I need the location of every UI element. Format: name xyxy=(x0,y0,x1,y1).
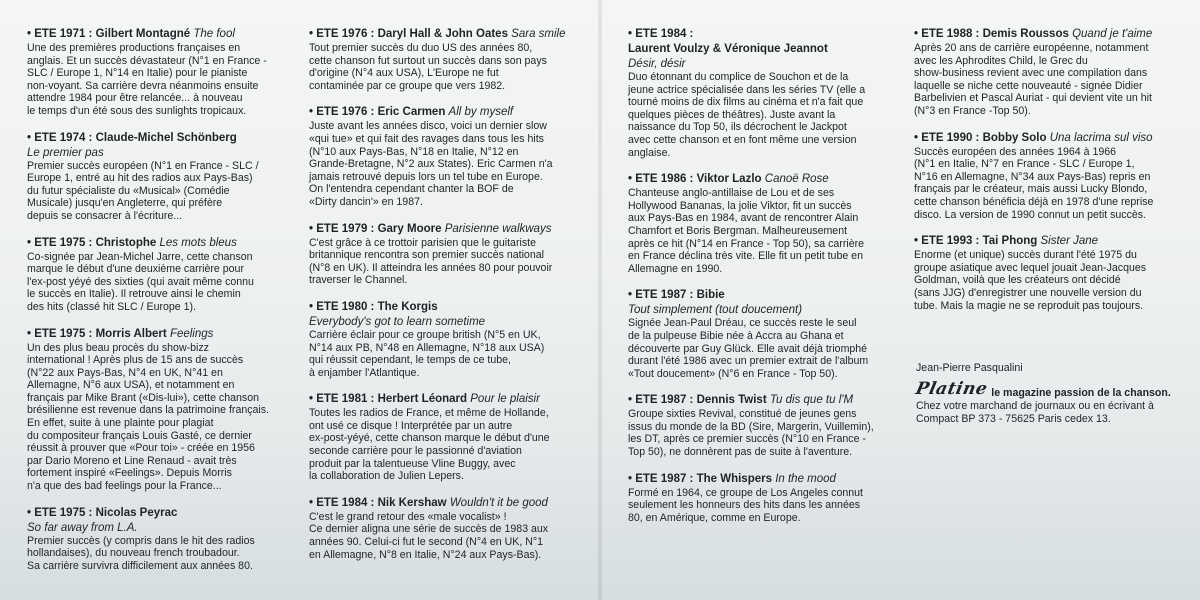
song-entry xyxy=(309,300,591,379)
song-entry xyxy=(914,131,1192,222)
entry-heading xyxy=(914,27,1192,42)
song-title: Everybody's got to learn sometime xyxy=(309,315,486,328)
entry-text: Juste avant les années disco, voici un dernier slow «qui tue» et qui fait des ravages dans tous les hits (N°10 aux Pays-Bas, N°18 en Italie, N°12 en Grande-Bretagne, N°2 aux States). Eric Carmen n'a jamais retrouvé depuis lors un tel tube en Europe. On l'entendra cependant chanter la BOF de «Dirty dancin'» en 1987. xyxy=(309,120,553,208)
entry-text: Une des premières productions françaises en anglais. Et un succès dévastateur (N°1 en France - SLC / Europe 1, N°14 en Italie) pour le pianiste non-voyant. Sa carrière devra néanmoins ensuite attendre 1984 pour être relancée... à nouveau le temps d'un été sous des sunlights tropicaux. xyxy=(27,42,267,117)
entry-text: Chanteuse anglo-antillaise de Lou et de ses Hollywood Bananas, la jolie Viktor, fit un succès aux Pays-Bas en 1984, avant de rencontrer Alain Chamfort et Boris Bergman. Malheureusement après ce hit (N°14 en France - Top 50), sa carrière en France déclina très vite. Elle fit un petit tube en Allemagne en 1990. xyxy=(628,187,865,275)
song-title: Les mots bleus xyxy=(159,236,237,249)
entry-heading xyxy=(309,27,591,42)
entry-year-artist: • ETE 1975 : Christophe xyxy=(27,236,157,249)
entry-year-artist: • ETE 1984 : xyxy=(628,28,694,40)
entry-text: Formé en 1964, ce groupe de Los Angeles connut seulement les honneurs des hits dans les années 80, en Amérique, comme en Europe. xyxy=(628,486,863,524)
entry-heading xyxy=(628,393,900,408)
song-title: Canoë Rose xyxy=(764,173,829,186)
entry-text: Succès européen des années 1964 à 1966 (N°1 en Italie, N°7 en France - SLC / Europe 1, N°16 en Allemagne, N°34 aux Pays-Bas) repris en français par le créateur, mais aussi Lucky Blondo, cette chanson bénéficia déjà en 1978 d'une reprise disco. La version de 1990 connut un petit succès. xyxy=(914,145,1154,221)
entry-year-artist: • ETE 1975 : Morris Albert xyxy=(27,327,167,340)
song-title: Le premier pas xyxy=(27,146,104,159)
song-title: Tu dis que tu l'M xyxy=(769,394,854,407)
entry-heading xyxy=(309,300,591,315)
entry-text: Groupe sixties Revival, constitué de jeunes gens issus du monde de la BD (Sire, Margerin, Vuillemin), les DT, après ce premier succès (N°10 en France - Top 50), ne donnèrent pas de suite à l'aventure. xyxy=(628,408,874,459)
song-title: Sister Jane xyxy=(1040,235,1099,248)
song-entry xyxy=(628,472,900,525)
entry-text: Un des plus beau procès du show-bizz international ! Après plus de 15 ans de succès (N°22 aux Pays-Bas, N°4 en UK, N°41 en Allemagne, N°6 aux USA), et notamment en français par Mike Brant («Dis-lui»), cette chanson brésilienne est revenue dans la patrimoine français. En effet, suite à une plainte pour plagiat du compositeur français Louis Gasté, ce dernier réussit à prouver que «Pour toi» - créée en 1956 par Dario Moreno et Line Renaud - avait très fortement inspiré «Feelings». Depuis Morris n'a que des bad feelings pour la France... xyxy=(27,341,270,493)
song-title: All by myself xyxy=(448,106,514,119)
song-entry xyxy=(309,496,591,561)
entry-year-artist: • ETE 1981 : Herbert Léonard xyxy=(309,393,468,406)
song-title: So far away from L.A. xyxy=(27,521,138,534)
song-entry xyxy=(628,288,900,380)
entry-text: Co-signée par Jean-Michel Jarre, cette chanson marque le début d'une deuxième carrière pour l'ex-post yéyé des sixties (qui avait même connu le succès en Italie). Il retrouve ainsi le chemin des hits (classé hit SLC / Europe 1). xyxy=(27,250,254,313)
entry-heading xyxy=(628,472,900,487)
entry-year-artist: • ETE 1988 : Demis Roussos xyxy=(914,28,1069,40)
entry-year-artist: • ETE 1984 : Nik Kershaw xyxy=(309,496,447,509)
song-title: Una lacrima sul viso xyxy=(1049,131,1153,144)
entry-heading xyxy=(27,506,299,521)
entry-heading xyxy=(914,131,1192,146)
entry-artist: Laurent Voulzy & Véronique Jeannot xyxy=(628,43,828,55)
author-name: Jean-Pierre Pasqualini xyxy=(916,362,1023,374)
entry-year-artist: • ETE 1987 : Bibie xyxy=(628,289,725,302)
song-entry xyxy=(628,172,900,275)
entry-text: C'est le grand retour des «male vocalist» ! Ce dernier aligna une série de succès de 1983 aux années 90. Celui-ci fut le second (N°4 en UK, N°1 en Allemagne, N°8 en Italie, N°24 aux Pays-Bas). xyxy=(309,510,549,561)
platine-logo: Platine xyxy=(913,379,990,399)
song-title: Tout simplement (tout doucement) xyxy=(628,304,803,317)
column-3 xyxy=(628,27,900,537)
song-title: Parisienne walkways xyxy=(444,222,552,235)
magazine-address: Chez votre marchand de journaux ou en écrivant à Compact BP 373 - 75625 Paris cedex 13. xyxy=(916,400,1154,425)
entry-text: C'est grâce à ce trottoir parisien que le guitariste britannique rencontra son premier succès national (N°8 en UK). Il atteindra les années 80 pour pouvoir traverser le Channel. xyxy=(309,236,553,287)
song-entry xyxy=(309,392,591,483)
entry-year-artist: • ETE 1987 : Dennis Twist xyxy=(628,394,767,407)
entry-heading xyxy=(27,236,299,251)
song-title: Pour le plaisir xyxy=(470,393,540,406)
song-entry xyxy=(27,27,299,118)
song-entry xyxy=(27,236,299,314)
entry-year-artist: • ETE 1974 : Claude-Michel Schönberg xyxy=(27,131,237,144)
song-entry xyxy=(27,506,299,573)
entry-heading xyxy=(914,234,1192,249)
column-1 xyxy=(27,27,299,585)
entry-heading xyxy=(27,27,299,42)
column-2 xyxy=(309,27,591,574)
entry-text: Signée Jean-Paul Dréau, ce succès reste le seul de la pulpeuse Bibie née à Accra au Ghana et découverte par Guy Glück. Elle avait déjà triomphé durant l'été 1986 avec un premier extrait de l'album «Tout doucement» (N°6 en France - Top 50). xyxy=(628,317,869,380)
entry-text: Premier succès (y compris dans le hit des radios hollandaises), du nouveau french troubadour. Sa carrière survivra difficilement aux années 80. xyxy=(27,534,255,572)
song-title: The fool xyxy=(193,28,235,40)
column-4 xyxy=(914,27,1192,325)
song-title: Wouldn't it be good xyxy=(449,496,548,509)
entry-text: Carrière éclair pour ce groupe british (N°5 en UK, N°14 aux PB, N°48 en Allemagne, N°18 aux USA) qui réussit cependant, le temps de ce tube, à enjamber l'Atlantique. xyxy=(309,328,545,379)
entry-heading xyxy=(309,496,591,511)
entry-year-artist: • ETE 1993 : Tai Phong xyxy=(914,235,1038,248)
song-entry xyxy=(309,27,591,92)
entry-text: Enorme (et unique) succès durant l'été 1975 du groupe asiatique avec lequel jouait Jean-Jacques Goldman, voilà que les créateurs ont décidé (sans JJG) d'enregistrer une nouvelle version du tube. Mais la magie ne se reproduit pas toujours. xyxy=(914,249,1147,312)
credits xyxy=(913,362,1186,426)
entry-year-artist: • ETE 1975 : Nicolas Peyrac xyxy=(27,506,178,519)
magazine-tagline: le magazine passion de la chanson. xyxy=(991,387,1171,399)
entry-heading xyxy=(27,131,299,146)
page-fold xyxy=(598,0,602,600)
entry-heading xyxy=(628,288,900,303)
entry-year-artist: • ETE 1971 : Gilbert Montagné xyxy=(27,28,191,40)
song-entry xyxy=(27,131,299,223)
song-title: Désir, désir xyxy=(628,58,686,70)
entry-heading xyxy=(27,327,299,342)
entry-heading xyxy=(309,222,591,237)
song-entry xyxy=(27,327,299,493)
entry-year-artist: • ETE 1979 : Gary Moore xyxy=(309,222,442,235)
song-entry xyxy=(914,27,1192,118)
song-entry xyxy=(628,27,900,159)
entry-text: Toutes les radios de France, et même de Hollande, ont usé ce disque ! Interprétée par un autre ex-post-yéyé, cette chanson marque le début d'une seconde carrière pour le passionné d'aviation produit par la talentueuse Vline Buggy, avec la collaboration de Julien Lepers. xyxy=(309,407,550,483)
entry-year-artist: • ETE 1976 : Daryl Hall & John Oates xyxy=(309,28,508,40)
song-title: In the mood xyxy=(775,472,836,485)
entry-heading xyxy=(309,392,591,407)
song-entry xyxy=(914,234,1192,312)
song-title: Sara smile xyxy=(511,28,566,40)
song-title: Feelings xyxy=(169,327,214,340)
entry-text: Tout premier succès du duo US des années 80, cette chanson fut surtout un succès dans son pays d'origine (N°4 aux USA), L'Europe ne fut contaminée par ce groupe que vers 1982. xyxy=(309,42,547,92)
entry-year-artist: • ETE 1976 : Eric Carmen xyxy=(309,106,446,119)
entry-heading xyxy=(628,27,900,42)
entry-text: Premier succès européen (N°1 en France - SLC / Europe 1, entré au hit des radios aux Pays-Bas) du futur spécialiste du «Musical» (Comédie Musicale) jusqu'en Angleterre, qui préfère depuis se consacrer à l'écriture... xyxy=(27,159,259,222)
entry-year-artist: • ETE 1987 : The Whispers xyxy=(628,472,772,485)
song-title: Quand je t'aime xyxy=(1072,28,1153,40)
entry-text: Après 20 ans de carrière européenne, notamment avec les Aphrodites Child, le Grec du show-business revient avec une compilation dans laquelle se niche cette nouveauté - signée Didier Barbelivien et Pascal Auriat - qui devient vite un hit (N°3 en France -Top 50). xyxy=(914,42,1152,117)
magazine-line xyxy=(913,379,1186,399)
entry-year-artist: • ETE 1980 : The Korgis xyxy=(309,300,438,313)
song-entry xyxy=(309,105,591,208)
song-entry xyxy=(309,222,591,287)
entry-year-artist: • ETE 1986 : Viktor Lazlo xyxy=(628,173,762,186)
entry-year-artist: • ETE 1990 : Bobby Solo xyxy=(914,131,1047,144)
entry-heading xyxy=(309,105,591,120)
song-entry xyxy=(628,393,900,458)
entry-heading xyxy=(628,172,900,187)
entry-text: Duo étonnant du complice de Souchon et de la jeune actrice spécialisée dans les séries TV (elle a tourné moins de dix films au cinéma et n'a fait que quelques pièces de théâtres). Juste avant la naissance du Top 50, ils décrochent le Jackpot avec cette chanson et en font même une version anglaise. xyxy=(628,71,866,159)
